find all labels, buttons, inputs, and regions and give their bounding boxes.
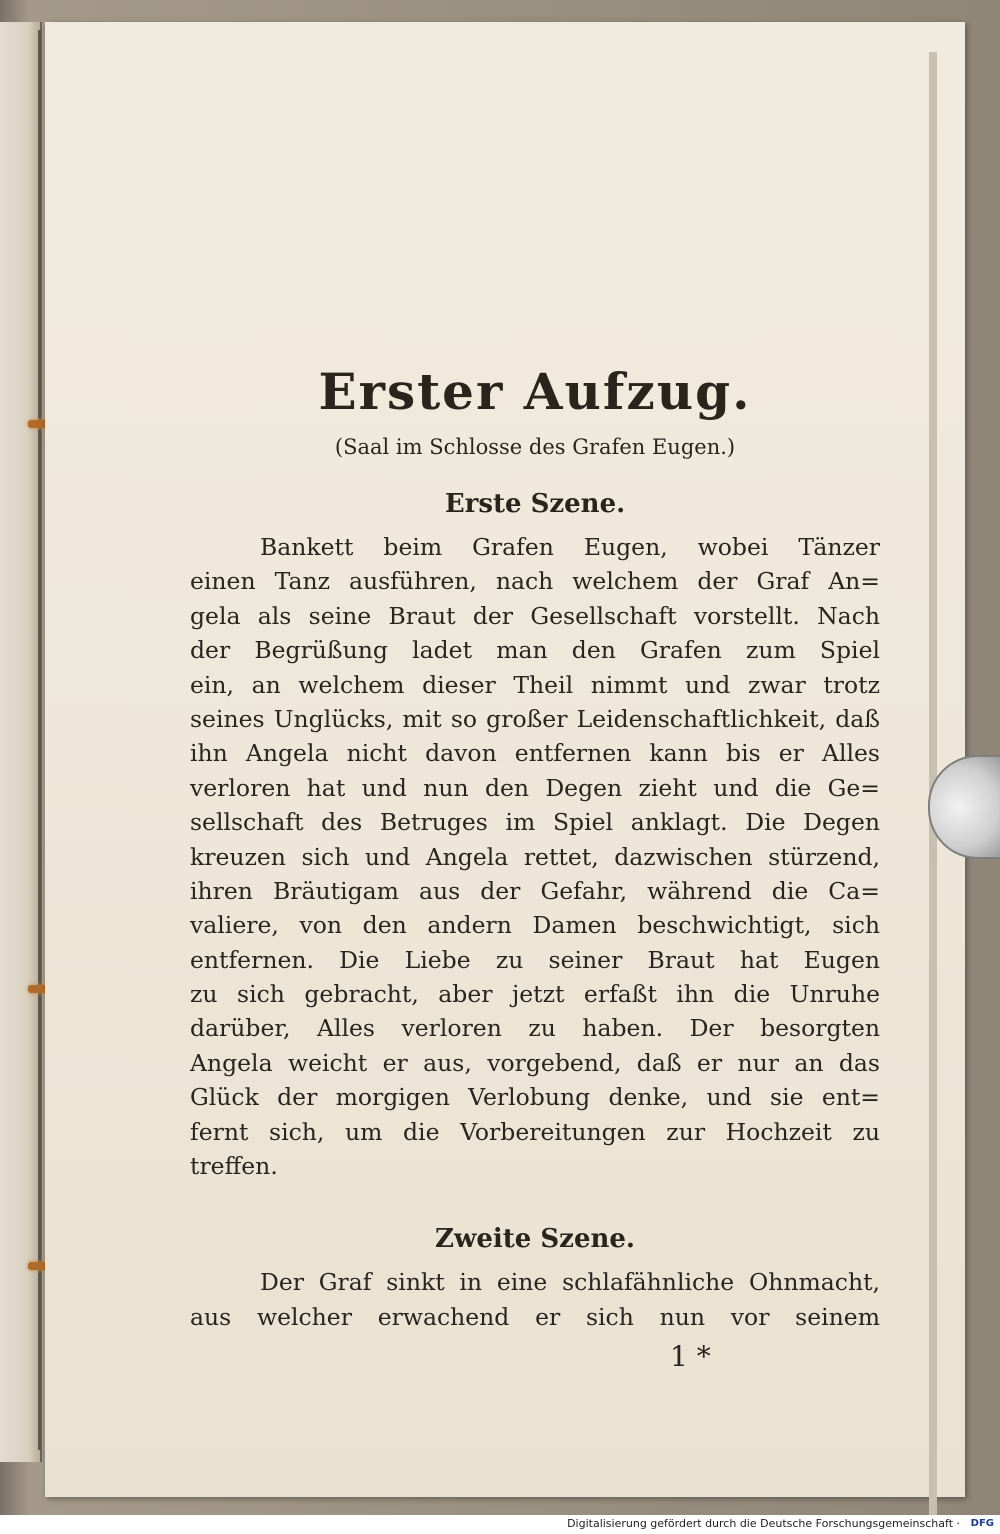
text-line: ein, an welchem dieser Theil nimmt und zwar trotz	[190, 670, 880, 699]
funding-notice: Digitalisierung gefördert durch die Deutsche Forschungsgemeinschaft ·	[567, 1517, 960, 1530]
text-line: Bankett beim Grafen Eugen, wobei Tänzer	[260, 533, 880, 561]
binding-line	[38, 30, 41, 1450]
page-content	[190, 360, 880, 1334]
scene-text	[190, 1265, 880, 1334]
text-line: darüber, Alles verloren zu haben. Der besorgten	[190, 1014, 880, 1043]
text-line: sellschaft des Betruges im Spiel anklagt. Die Degen	[190, 808, 880, 837]
setting-note: (Saal im Schlosse des Grafen Eugen.)	[334, 435, 736, 459]
text-line: einen Tanz ausführen, nach welchem der Graf An=	[190, 567, 880, 596]
text-line: aus welcher erwachend er sich nun vor seinem	[190, 1302, 880, 1331]
text-line: Angela weicht er aus, vorgebend, daß er nur an das	[190, 1048, 880, 1077]
left-page-edge	[0, 22, 42, 1462]
text-line: treffen.	[190, 1152, 278, 1181]
text-line: seines Unglücks, mit so großer Leidenschaftlichkeit, daß	[190, 704, 880, 733]
text-line: Der Graf sinkt in eine schlafähnliche Ohnmacht,	[260, 1268, 880, 1297]
text-line: valiere, von den andern Damen beschwichtigt, sich	[190, 911, 880, 940]
text-line: ihren Bräutigam aus der Gefahr, während die Ca=	[190, 876, 880, 905]
footer-bar	[0, 1515, 1000, 1534]
text-line: ihn Angela nicht davon entfernen kann bis er Alles	[190, 739, 880, 768]
text-line: verloren hat und nun den Degen zieht und die Ge=	[190, 773, 880, 802]
scene-text	[190, 530, 880, 1183]
text-line: gela als seine Braut der Gesellschaft vorstellt. Nach	[190, 601, 880, 630]
text-line: fernt sich, um die Vorbereitungen zur Hochzeit zu	[190, 1117, 880, 1146]
scene-heading: Erste Szene.	[444, 489, 626, 519]
signature-mark: 1 *	[670, 1340, 711, 1373]
text-line: der Begrüßung ladet man den Grafen zum Spiel	[190, 636, 880, 665]
text-line: entfernen. Die Liebe zu seiner Braut hat Eugen	[190, 945, 880, 974]
act-title: Erster Aufzug.	[318, 362, 752, 421]
text-line: zu sich gebracht, aber jetzt erfaßt ihn die Unruhe	[190, 980, 880, 1009]
text-line: kreuzen sich und Angela rettet, dazwischen stürzend,	[190, 842, 880, 871]
scene-heading: Zweite Szene.	[435, 1224, 635, 1255]
dfg-logo: DFG	[970, 1518, 994, 1529]
text-line: Glück der morgigen Verlobung denke, und sie ent=	[190, 1083, 880, 1112]
